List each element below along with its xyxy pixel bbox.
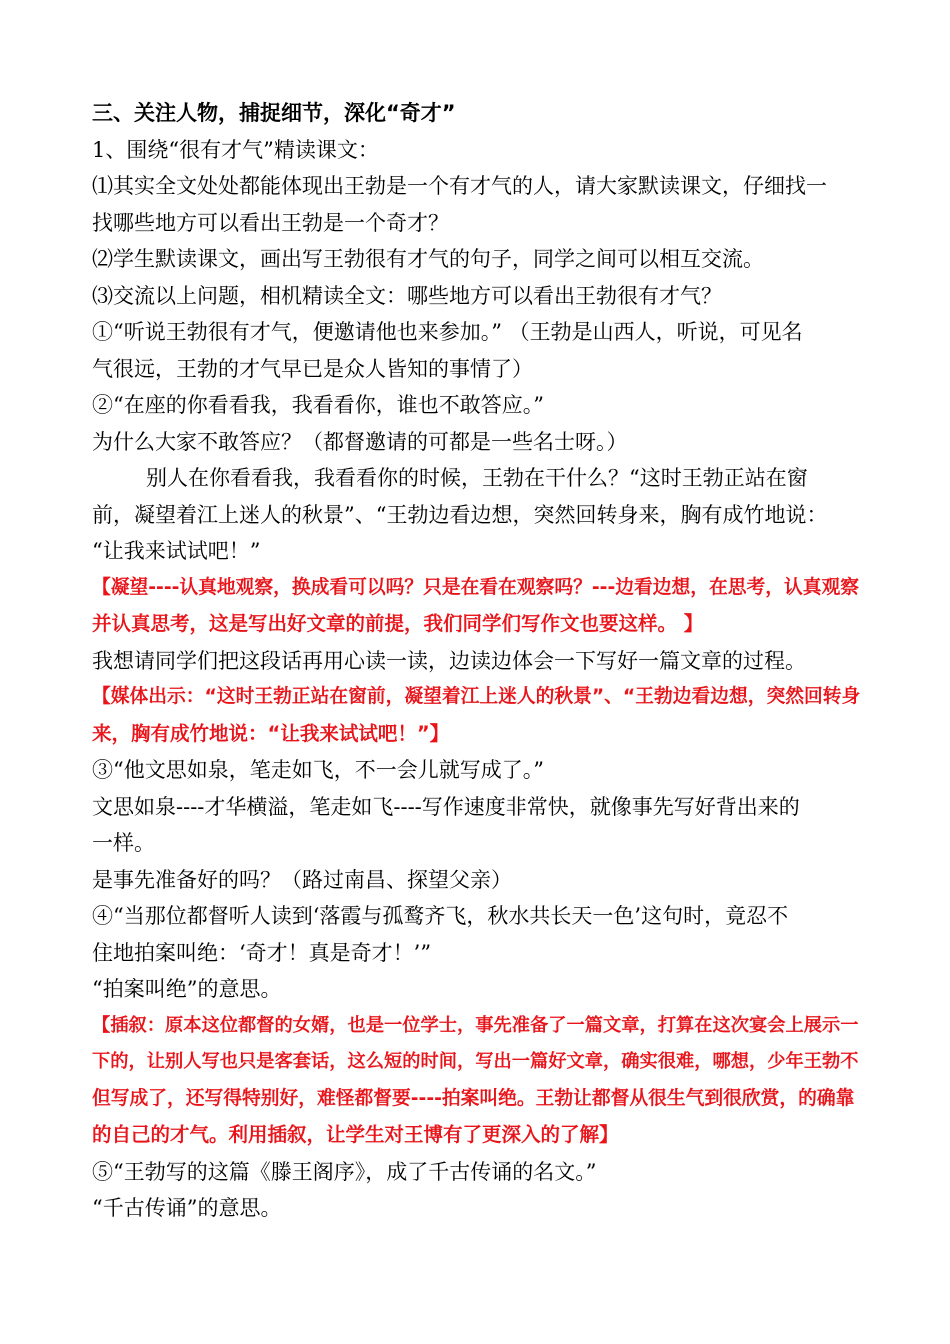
annotation-line: 【插叙：原本这位都督的女婿，也是一位学士，事先准备了一篇文章，打算在这次宴会上展示一 <box>92 1014 859 1036</box>
text-line: 别人在你看看我，我看看你的时候，王勃在干什么？“这时王勃正站在窗 <box>146 466 808 490</box>
text-line: 我想请同学们把这段话再用心读一读，边读边体会一下写好一篇文章的过程。 <box>92 648 806 673</box>
text-line: 是事先准备好的吗？（路过南昌、探望父亲） <box>92 867 512 892</box>
text-line: 气很远，王勃的才气早已是众人皆知的事情了） <box>92 356 533 381</box>
annotation-line: 下的，让别人写也只是客套话，这么短的时间，写出一篇好文章，确实很难，哪想，少年王勃不 <box>92 1051 859 1072</box>
text-line: “拍案叫绝”的意思。 <box>92 977 282 1001</box>
text-line: ③“他文思如泉，笔走如飞，不一会儿就写成了。” <box>92 758 544 782</box>
section-heading: 三、关注人物，捕捉细节，深化“奇才” <box>92 101 456 125</box>
text-line: 找哪些地方可以看出王勃是一个奇才？ <box>92 210 449 235</box>
text-line: ⑶交流以上问题，相机精读全文：哪些地方可以看出王勃很有才气？ <box>92 283 722 308</box>
text-line: 住地拍案叫绝：‘奇才！真是奇才！’” <box>92 940 432 965</box>
annotation-line: 但写成了，还写得特别好，难怪都督要----拍案叫绝。王勃让都督从很生气到很欣赏，的确靠 <box>92 1087 855 1109</box>
text-line: “让我来试试吧！” <box>92 539 261 563</box>
annotation-line: 【凝望----认真地观察，换成看可以吗？只是在看在观察吗？---边看边想，在思考，认真观察 <box>92 576 859 598</box>
text-line: 前，凝望着江上迷人的秋景”、“王勃边看边想，突然回转身来，胸有成竹地说： <box>92 502 828 527</box>
text-line: ⑴其实全文处处都能体现出王勃是一个有才气的人，请大家默读课文，仔细找一 <box>92 174 827 198</box>
annotation-line: 的自己的才气。利用插叙，让学生对王博有了更深入的了解】 <box>92 1123 619 1146</box>
text-line: 文思如泉----才华横溢，笔走如飞----写作速度非常快，就像事先写好背出来的 <box>92 794 800 819</box>
text-line: ①“听说王勃很有才气，便邀请他也来参加。” （王勃是山西人，听说，可见名 <box>92 320 803 344</box>
text-line: ⑵学生默读课文，画出写王勃很有才气的句子，同学之间可以相互交流。 <box>92 247 764 271</box>
annotation-line: 【媒体出示：“这时王勃正站在窗前，凝望着江上迷人的秋景”、“王勃边看边想，突然回转身 <box>92 686 861 707</box>
annotation-line: 来，胸有成竹地说：“让我来试试吧！”】 <box>92 721 450 745</box>
text-line: 一样。 <box>92 831 155 855</box>
text-line: “千古传诵”的意思。 <box>92 1196 282 1220</box>
text-line: 为什么大家不敢答应？（都督邀请的可都是一些名士呀。） <box>92 429 628 454</box>
annotation-line: 并认真思考，这是写出好文章的前提，我们同学们写作文也要这样。 】 <box>92 612 704 635</box>
text-line: 1、围绕“很有才气”精读课文： <box>92 137 379 162</box>
text-line: ④“当那位都督听人读到‘落霞与孤鹜齐飞，秋水共长天一色’这句时，竟忍不 <box>92 904 789 928</box>
document-page <box>92 95 864 1227</box>
text-line: ⑤“王勃写的这篇《滕王阁序》，成了千古传诵的名文。” <box>92 1159 597 1184</box>
text-line: ②“在座的你看看我，我看看你，谁也不敢答应。” <box>92 393 544 417</box>
